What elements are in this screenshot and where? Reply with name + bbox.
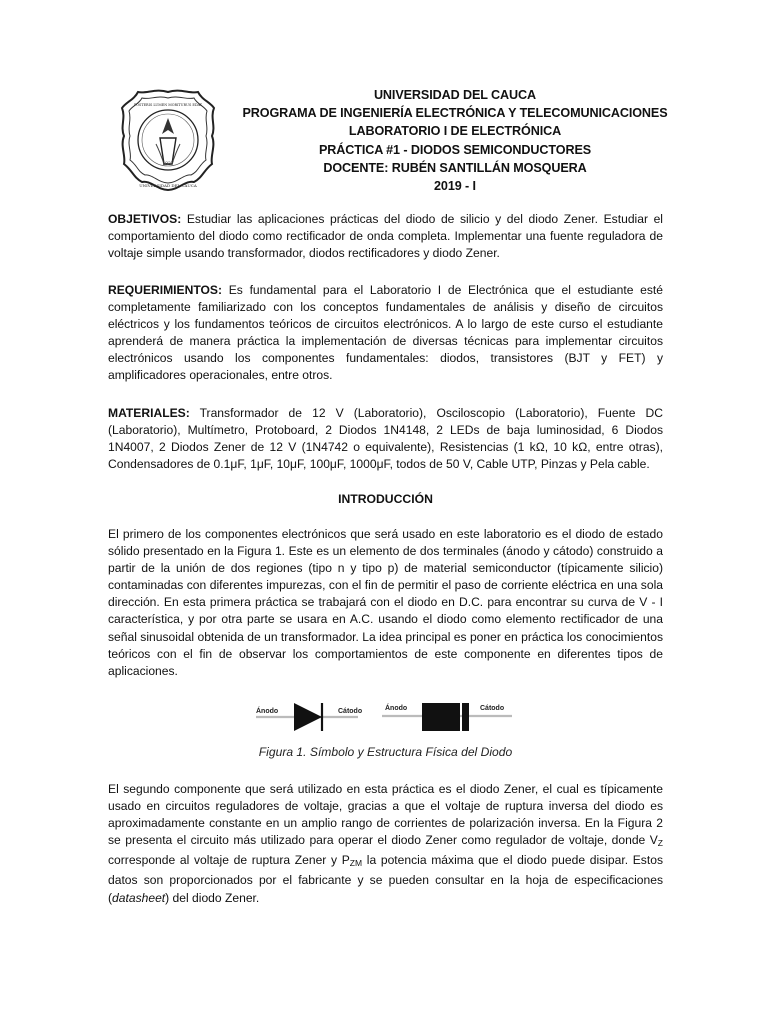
requirements-label: REQUERIMIENTOS: (108, 283, 223, 297)
body-anode-label: Ánodo (385, 705, 408, 712)
lab-name: LABORATORIO I DE ELECTRÓNICA (348, 124, 562, 139)
document-header (240, 86, 670, 195)
pzm-subscript: ZM (349, 858, 363, 869)
vz-subscript: Z (657, 838, 663, 849)
university-name: UNIVERSIDAD DEL CAUCA (373, 88, 537, 102)
requirements-text: Es fundamental para el Laboratorio I de Electrónica que el estudiante esté completamente familiarizado con los conceptos fundamentales de análisis y diseño de circuitos eléctricos y los fundamentos teóricos de circuitos electrónicos. A lo largo de este curso el estudiante aprenderá de manera práctica la implementación de diversas técnicas para implementar circuitos electrónicos usando los componentes fundamentales: diodos, transistores (BJT y FET) y amplificadores operacionales, entre otros. (108, 283, 663, 383)
period: 2019 - I (434, 179, 476, 194)
program-name: PROGRAMA DE INGENIERÍA ELECTRÓNICA Y TELECOMUNICACIONES (242, 106, 668, 121)
zener-text-2: corresponde al voltaje de ruptura Zener y P (108, 853, 350, 868)
symbol-cathode-label: Cátodo (338, 708, 363, 715)
practice-title: PRÁCTICA #1 - DIODOS SEMICONDUCTORES (318, 142, 592, 157)
objectives-label: OBJETIVOS: (108, 212, 182, 226)
seal-text-bottom: UNIVERSIDAD DEL CAUCA (139, 183, 197, 188)
materials-label: MATERIALES: (108, 406, 190, 420)
seal-year: 1827 (162, 162, 174, 167)
requirements-paragraph (108, 282, 663, 385)
datasheet-term: datasheet (112, 890, 166, 905)
diode-body (382, 703, 512, 731)
zener-text-1: El segundo componente que será utilizado en esta práctica es el diodo Zener, el cual es típicamente usado en circuitos reguladores de voltaje, gracias a que el voltaje de ruptura inversa del diodo es aproximadamente constante en un amplio rango de corrientes de polarización inversa. En la Figura 2 se presenta el circuito más utilizado para operar el diodo Zener como regulador de voltaje, donde V (108, 782, 663, 848)
zener-paragraph (108, 781, 663, 907)
introduction-paragraph: El primero de los componentes electrónicos que será usado en este laboratorio es el diodo de estado sólido presentado en la Figura 1. Este es un elemento de dos terminales (ánodo y cátodo) construido a partir de la unión de dos regiones (tipo n y tipo p) de material semiconductor (típicamente silicio) contaminadas con diferentes impurezas, con el fin de permitir el paso de corriente eléctrica en una sola dirección. En esta primera práctica se trabajará con el diodo en D.C. para encontrar su curva de V - I característica, y por otra parte se usara en A.C. usando el diodo como elemento rectificador de una señal sinusoidal obtenida de un transformador. La idea principal es poner en práctica los conocimientos teóricos con el fin de observar los comportamientos de este componente en diferentes tipos de aplicaciones. (108, 527, 663, 678)
figure-1-caption: Figura 1. Símbolo y Estructura Física del Diodo (258, 745, 513, 759)
materials-text: Transformador de 12 V (Laboratorio), Osciloscopio (Laboratorio), Fuente DC (Laboratorio), Multímetro, Protoboard, 2 Diodos 1N4148, 2 LEDs de baja luminosidad, 6 Diodos 1N4007, 2 Diodos Zener de 12 V (1N4742 o equivalente), Resistencias (1 kΩ, 10 kΩ, entre otras), Condensadores de 0.1μF, 1μF, 10μF, 100μF, 1000μF, todos de 50 V, Cable UTP, Pinzas y Pela cable. (108, 406, 663, 472)
zener-text-4: ) del diodo Zener. (165, 890, 260, 905)
objectives-text: Estudiar las aplicaciones prácticas del diodo de silicio y del diodo Zener. Estudiar el comportamiento del diodo como rectificador de onda completa. Implementar una fuente reguladora de voltaje simple usando transformador, diodos rectificadores y diodo Zener. (108, 212, 663, 261)
introduction-title: INTRODUCCIÓN (338, 492, 433, 506)
teacher-name: DOCENTE: RUBÉN SANTILLÁN MOSQUERA (323, 160, 587, 175)
university-seal-logo (116, 86, 220, 196)
body-cathode-label: Cátodo (480, 705, 505, 712)
materials-paragraph (108, 405, 663, 473)
diode-symbol (256, 703, 362, 731)
symbol-anode-label: Ánodo (256, 708, 279, 715)
zener-text-3: la potencia máxima que el diodo puede disipar. Estos datos son proporcionados por el fabricante y se pueden consultar en la hoja de especificaciones ( (108, 853, 663, 905)
figure-1-diode (250, 697, 520, 733)
seal-text-top: POSTERIS LUMEN MORITURUS EDAT (133, 103, 203, 107)
objectives-paragraph (108, 211, 663, 262)
